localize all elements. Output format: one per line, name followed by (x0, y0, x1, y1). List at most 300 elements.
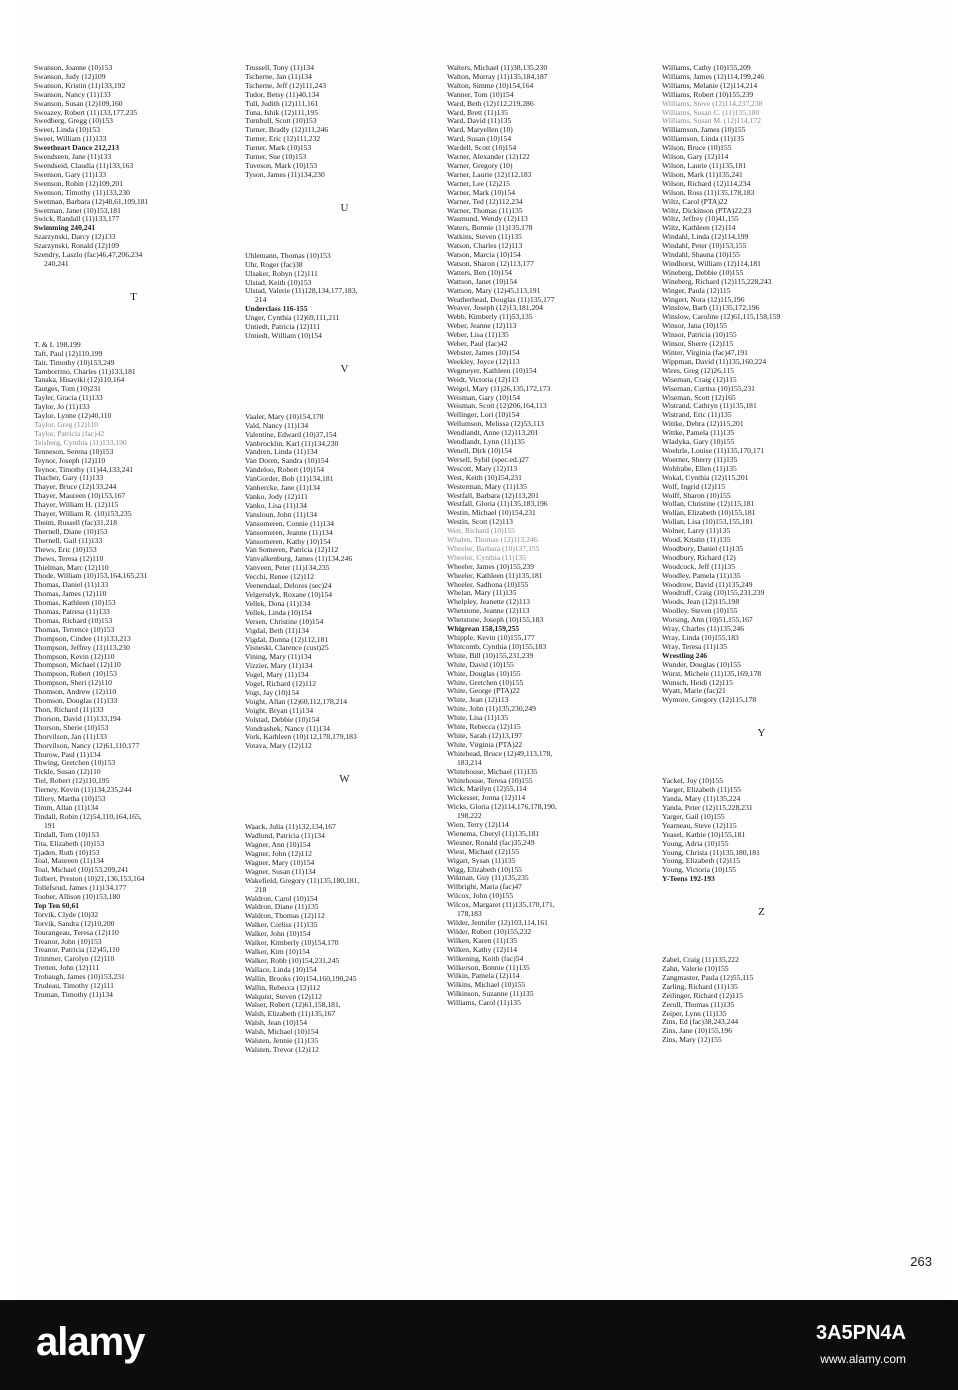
index-entry: Watters, Ben (10)154 (447, 268, 512, 277)
index-entry: 178,183 (457, 910, 482, 919)
index-entry: Thode, William (10)153,164,165,231 (34, 572, 148, 581)
index-topic-entry: Wrestling 246 (662, 651, 708, 660)
index-entry: Yanda, Mary (11)135,224 (662, 795, 741, 804)
index-entry: Thomas, James (12)110 (34, 590, 107, 599)
index-entry: Veenendaal, Delores (sec)24 (245, 582, 332, 591)
watermark-brand: alamy (36, 1320, 145, 1364)
index-topic-entry: Sweetheart Dance 212,213 (34, 144, 119, 153)
index-entry: Young, Adria (10)155 (662, 839, 729, 848)
index-entry: Thielman, Marc (12)110 (34, 563, 109, 572)
index-entry: Warner, Thomas (11)135 (447, 206, 523, 215)
index-entry: Webb, Kimberly (11)53,135 (447, 313, 533, 322)
index-entry: Wingert, Nora (12)115,196 (662, 295, 745, 304)
index-entry: Thwing, Gretchen (10)153 (34, 759, 116, 768)
section-letter: U (340, 201, 350, 214)
index-entry: Taylor, Patricia (fac)42 (34, 429, 105, 438)
index-entry: Thompson, Michael (12)110 (34, 661, 121, 670)
index-entry: Tscherne, Jan (11)134 (245, 72, 312, 81)
index-entry: Woodcock, Jeff (11)135 (662, 562, 735, 571)
index-entry: Wheeler, Barbara (10)137,155 (447, 544, 540, 553)
index-entry: Taylor, Lynne (12)40,110 (34, 412, 112, 421)
index-entry: Thayer, Bruce (12)133,244 (34, 483, 117, 492)
index-entry: Ulsaker, Robyn (12)111 (245, 269, 318, 278)
index-entry: Waack, Julia (11)132,134,167 (245, 823, 336, 832)
index-entry: Wistrand, Eric (11)135 (662, 411, 732, 420)
index-entry: Vecchi, Renee (12)112 (245, 573, 315, 582)
index-entry: Timm, Allan (11)134 (34, 803, 99, 812)
index-entry: Swendseid, Claudia (11)133,163 (34, 161, 134, 170)
index-entry: Tamborrino, Charles (11)133,181 (34, 367, 136, 376)
index-entry: Vogt, Jay (10)154 (245, 688, 300, 697)
index-entry: Watson, Marcia (10)154 (447, 251, 521, 260)
index-entry: Zins, Jane (10)155,196 (662, 1027, 733, 1036)
index-entry: Ward, Susan (10)154 (447, 135, 512, 144)
index-entry: Thews, Eric (10)153 (34, 545, 97, 554)
index-entry: Yeasel, Kathie (10)155,181 (662, 830, 746, 839)
index-entry: Wiltz, Kathleen (12)114 (662, 224, 736, 233)
index-entry: Woodley, Pamela (11)135 (662, 571, 741, 580)
index-entry: Wheeler, Kathleen (11)135,181 (447, 571, 543, 580)
index-entry: Voight, Allan (12)60,112,178,214 (245, 697, 348, 706)
index-entry: Swetman, Janet (10)153,181 (34, 206, 121, 215)
index-entry: Wheeler, James (10)155,239 (447, 562, 534, 571)
section-letter: T (130, 290, 138, 303)
watermark-site: www.alamy.com (820, 1352, 906, 1366)
index-entry: Teisberg, Cynthia (11)133,190 (34, 438, 127, 447)
index-entry: Toal, Maureen (11)134 (34, 857, 104, 866)
index-entry: Wood, Kristin (11)135 (662, 536, 731, 545)
index-entry: Tudor, Betsy (11)40,134 (245, 90, 320, 99)
index-entry: Thorvilson, Jan (11)133 (34, 732, 107, 741)
index-entry: Vanko, Lisa (11)134 (245, 501, 307, 510)
index-entry: Williamson, Linda (11)135 (662, 135, 745, 144)
index-entry: Walker, John (10)154 (245, 930, 311, 939)
index-entry: Vandren, Linda (11)134 (245, 448, 318, 457)
index-entry: Wilken, Kathy (12)114 (447, 945, 518, 954)
index-entry: Whitehead, Bruce (12)49,113,178, (447, 749, 553, 758)
index-entry: Tita, Elizabeth (10)153 (34, 839, 105, 848)
index-entry: Zeiper, Lynn (11)135 (662, 1009, 727, 1018)
index-entry: Wineberg, Debbie (10)155 (662, 268, 744, 277)
index-entry: Wenell, Dirk (10)154 (447, 446, 512, 455)
index-entry: Williams, Carol (11)135 (447, 999, 521, 1008)
index-topic-entry: Swimming 240,241 (34, 224, 96, 233)
index-entry: Zeilinger, Richard (12)115 (662, 991, 744, 1000)
index-entry: Tickle, Susan (12)110 (34, 768, 101, 777)
index-entry: Wilkins, Michael (10)155 (447, 981, 526, 990)
index-entry: Thorvilson, Nancy (12)61,110,177 (34, 741, 140, 750)
index-entry: Winger, Paula (12)115 (662, 286, 731, 295)
page-number: 263 (910, 1254, 932, 1269)
index-entry: Szarzynski, Darcy (12)133 (34, 233, 116, 242)
index-entry: Walquist, Steven (12)112 (245, 992, 322, 1001)
index-entry: White, George (PTA)22 (447, 687, 520, 696)
index-entry: Wheeler, Cynthia (11)135 (447, 553, 526, 562)
index-entry: Ward, David (11)135 (447, 117, 512, 126)
index-entry: Winslow, Caroline (12)61,115,158,159 (662, 313, 781, 322)
index-entry: West, Keith (10)154,231 (447, 473, 522, 482)
index-entry: Walsh, Jean (10)154 (245, 1019, 308, 1028)
index-entry: Watkins, Steven (11)135 (447, 233, 522, 242)
index-entry: Tait, Timothy (10)153,249 (34, 358, 115, 367)
index-entry: Wheeler, Sadhona (10)155 (447, 580, 529, 589)
index-entry: Warner, Lee (12)215 (447, 179, 510, 188)
index-entry: Weekley, Joyce (12)113 (447, 357, 520, 366)
index-entry: Trudeau, Timothy (12)111 (34, 982, 114, 991)
index-entry: Swedberg, Gregg (10)153 (34, 117, 113, 126)
index-entry: White, Jean (12)113 (447, 696, 509, 705)
index-entry: Wires, Greg (12)26,115 (662, 366, 734, 375)
index-entry: Weber, Lisa (11)135 (447, 331, 509, 340)
index-entry: Szendry, Laszlo (fac)46,47,206,234 (34, 251, 143, 260)
index-entry: Teynor, Joseph (12)110 (34, 456, 106, 465)
index-entry: Tindall, Tom (10)153 (34, 830, 100, 839)
index-entry: Vanveen, Peter (11)134,235 (245, 564, 330, 573)
index-entry: Waldron, Carol (10)154 (245, 894, 318, 903)
index-topic-entry: Y-Teens 192-193 (662, 875, 715, 884)
index-entry: Swanson, Susan (12)109,160 (34, 99, 123, 108)
index-entry: Warner, Ted (12)112,234 (447, 197, 523, 206)
index-entry: Yarger, Gail (10)155 (662, 812, 725, 821)
index-entry: Van Someren, Patricia (12)112 (245, 546, 339, 555)
index-entry: Young, Christa (11)135,180,181 (662, 848, 760, 857)
index-topic-entry: Top Ten 60,61 (34, 901, 80, 910)
index-entry: Tautges, Tom (10)231 (34, 385, 101, 394)
index-entry: Trimmer, Carolyn (12)110 (34, 955, 115, 964)
index-entry: VanGorder, Bob (11)134,181 (245, 475, 334, 484)
index-entry: Whitcomb, Cynthia (10)155,183 (447, 642, 547, 651)
index-entry: Warner, Alexander (12)122 (447, 153, 530, 162)
index-entry: Walton, Murray (11)135,184,187 (447, 72, 548, 81)
index-entry: Vansloun, John (11)134 (245, 510, 318, 519)
index-entry: Weatherhead, Douglas (11)135,177 (447, 295, 555, 304)
index-entry: Treanor, Patricia (12)45,110 (34, 946, 120, 955)
index-entry: Winslow, Barb (11)135,172,196 (662, 304, 760, 313)
index-entry: Wilder, Robert (10)155,232 (447, 927, 532, 936)
index-entry: Wersell, Sybil (spec.ed.)27 (447, 455, 529, 464)
index-entry: Thompson, Sheri (12)110 (34, 679, 112, 688)
index-entry: Zahn, Valerie (10)155 (662, 965, 729, 974)
index-entry: Williams, James (12)114,199,246 (662, 72, 765, 81)
index-entry: Wescott, Mary (12)113 (447, 464, 518, 473)
index-entry: Wattson, Janet (10)154 (447, 277, 518, 286)
index-entry: Tollefsrud, James (11)134,177 (34, 884, 127, 893)
index-entry: Waters, Bonnie (11)135,178 (447, 224, 533, 233)
index-entry: Webster, James (10)154 (447, 349, 520, 357)
index-entry: Wiesner, Ronald (fac)35,249 (447, 838, 535, 847)
index-entry: Wellumson, Melissa (12)53,113 (447, 420, 544, 429)
index-entry: Weisman, Scott (12)206,164,113 (447, 402, 547, 411)
index-entry: Voight, Bryan (11)134 (245, 706, 314, 715)
index-entry: Woods, Jean (12)115,198 (662, 598, 740, 607)
index-entry: Walker, Kimberly (10)154,170 (245, 939, 339, 948)
index-entry: Swanson, Kristin (11)133,192 (34, 81, 126, 90)
section-letter: Y (757, 727, 767, 740)
index-entry: Truman, Timothy (11)134 (34, 991, 113, 999)
index-entry: Weigel, Mary (11)26,135,172,173 (447, 384, 551, 393)
index-entry: Waldron, Thomas (12)112 (245, 912, 325, 921)
index-entry: Uhr, Roger (fac)38 (245, 260, 303, 269)
index-column-1 (34, 64, 234, 1000)
index-entry: Vellek, Dona (11)134 (245, 599, 311, 608)
index-entry: Zerull, Thomas (11)135 (662, 1000, 735, 1009)
index-entry: Windahl, Peter (10)153,155 (662, 242, 747, 251)
index-entry: Trussell, Tony (11)134 (245, 64, 315, 72)
index-entry: Williams, Steve (12)114,237,238 (662, 99, 763, 108)
index-entry: Wyatt, Marie (fac)21 (662, 687, 726, 696)
index-column-2 (245, 64, 445, 1055)
index-entry: Williams, Melanie (12)114,214 (662, 81, 758, 90)
index-entry: Wokal, Cynthia (12)115,201 (662, 473, 749, 482)
index-entry: Westfall, Barbara (12)113,201 (447, 491, 539, 500)
index-entry: Walsh, Elizabeth (11)135,167 (245, 1010, 336, 1019)
index-entry: Velgersdyk, Roxane (10)154 (245, 590, 333, 599)
index-entry: Wienema, Cheryl (11)135,181 (447, 829, 540, 838)
index-entry: Warner, Mark (10)154 (447, 188, 516, 197)
index-entry: Wollan, Christine (12)115,181 (662, 500, 755, 509)
index-entry: Windhorst, William (12)114,181 (662, 259, 761, 268)
index-entry: Vining, Mary (11)134 (245, 653, 312, 662)
index-entry: Walters, Michael (11)38,135,230 (447, 64, 548, 72)
index-entry: Sweet, William (11)133 (34, 135, 107, 144)
index-entry: Thurow, Paul (11)134 (34, 750, 101, 759)
index-entry: Wippman, David (11)135,160,224 (662, 357, 767, 366)
index-entry: Wymore, Gregory (12)115,178 (662, 696, 757, 705)
index-entry: Woodbury, Daniel (11)135 (662, 544, 744, 553)
index-entry: Turner, Mark (10)153 (245, 144, 312, 153)
index-entry: Wegmeyer, Kathleen (10)154 (447, 366, 537, 375)
index-entry: Swick, Randall (11)133,177 (34, 215, 120, 224)
index-entry: Walton, Simme (10)154,164 (447, 81, 534, 90)
index-entry: Watson, Sharon (12)113,177 (447, 259, 534, 268)
index-entry: Vanbrocklin, Karl (11)134,230 (245, 439, 339, 448)
index-entry: Thompson, Cindee (11)133,213 (34, 634, 131, 643)
index-entry: Wilson, Mark (11)135,241 (662, 170, 743, 179)
index-entry: Wray, Charles (11)135,246 (662, 625, 745, 634)
index-entry: Sweazey, Robert (11)133,177,235 (34, 108, 138, 117)
index-entry: Thayer, William R. (10)153,235 (34, 510, 132, 519)
index-entry: Thompson, Jeffrey (11)113,230 (34, 643, 130, 652)
index-entry: Westerman, Mary (11)135 (447, 482, 527, 491)
index-entry: Swanson, Joanne (10)153 (34, 64, 113, 72)
index-entry: Valentine, Edward (10)37,154 (245, 430, 337, 439)
index-entry: Thompson, Kevin (12)110 (34, 652, 115, 661)
index-entry: Williams, Robert (10)155,239 (662, 90, 754, 99)
index-entry: Toober, Allison (10)153,180 (34, 893, 121, 902)
index-entry: Zins, Mary (12)155 (662, 1036, 722, 1045)
index-entry: Woodrow, David (11)135,249 (662, 580, 753, 589)
index-entry: Teynor, Timothy (11)44,133,241 (34, 465, 134, 474)
index-entry: Vondrashek, Nancy (11)134 (245, 724, 330, 733)
index-entry: Wilder, Jennifer (12)103,114,161 (447, 919, 548, 927)
index-entry: White, Virginia (PTA)22 (447, 740, 523, 749)
index-entry: Winter, Virginia (fac)47,191 (662, 349, 748, 357)
index-entry: 191 (44, 821, 56, 830)
index-entry: Thorson, Sherie (10)153 (34, 723, 109, 732)
index-entry: Torvik, Sandra (12)10,200 (34, 919, 115, 928)
index-entry: Thayer, Maureen (10)153,167 (34, 492, 126, 501)
index-entry: Wilkening, Keith (fac)54 (447, 954, 524, 963)
index-entry: Tourangeau, Teresa (12)110 (34, 928, 119, 937)
index-entry: Wilkerson, Bonnie (11)135 (447, 963, 530, 972)
index-entry: Thomas, Kathleen (10)153 (34, 599, 116, 608)
index-entry: Thompson, Robert (10)153 (34, 670, 117, 679)
index-entry: White, Bill (10)155,231,239 (447, 651, 534, 660)
index-entry: Young, Victoria (10)155 (662, 866, 736, 875)
index-entry: Weisman, Gary (10)154 (447, 393, 520, 402)
index-entry: Wistrand, Cathryn (11)135,181 (662, 402, 757, 411)
index-entry: Wilson, Ross (11)135,178,183 (662, 188, 755, 197)
index-entry: Walker, Corliss (11)135 (245, 921, 318, 930)
index-entry: Wilken, Karen (11)135 (447, 936, 518, 945)
index-entry: Windahl, Linda (12)114,199 (662, 233, 749, 242)
index-entry: Zangmaster, Paula (12)55,115 (662, 973, 754, 982)
index-entry: White, John (11)135,230,249 (447, 705, 536, 714)
index-entry: Ulstad, Valerie (11)128,134,177,183, (245, 287, 358, 296)
index-entry: Tillery, Martha (10)153 (34, 795, 106, 804)
index-entry: Untiedt, Patricia (12)111 (245, 323, 321, 332)
index-entry: Wilcox, Margaret (11)135,170,171, (447, 901, 555, 910)
index-entry: Walsh, Michael (10)154 (245, 1028, 319, 1037)
index-entry: Torvik, Clyde (10)32 (34, 910, 99, 919)
index-entry: Unger, Cynthia (12)69,111,211 (245, 314, 340, 323)
index-entry: Thernell, Gail (11)133 (34, 536, 103, 545)
index-entry: Vandeloo, Robert (10)154 (245, 466, 325, 475)
index-entry: Yanda, Peter (12)115,228,231 (662, 803, 753, 812)
index-entry: Turner, Eric (12)111,232 (245, 135, 321, 144)
index-entry: Tindall, Robin (12)54,110,164,165, (34, 812, 142, 821)
index-entry: Tanaka, Hisaviki (12)110,164 (34, 376, 125, 385)
index-entry: Wolff, Sharon (10)155 (662, 491, 731, 500)
index-entry: Woodruff, Craig (10)155,231,239 (662, 589, 765, 598)
index-entry: Williamson, James (10)155 (662, 126, 746, 135)
index-entry: Vansomeren, Jeanne (11)134 (245, 528, 333, 537)
index-entry: Wiseman, Craig (12)115 (662, 375, 737, 384)
index-entry: Turnbull, Scott (10)153 (245, 117, 317, 126)
index-entry: Williams, Susan M. (12)114,172 (662, 117, 761, 126)
index-entry: Vogel, Richard (12)112 (245, 680, 317, 689)
index-entry: Walsten, Trevor (12)112 (245, 1045, 319, 1054)
index-entry: Vogel, Mary (11)134 (245, 671, 309, 680)
index-entry: Winsor, Sherre (12)115 (662, 340, 734, 349)
index-entry: Yearneau, Steve (12)115 (662, 821, 737, 830)
index-entry: Tolbert, Preston (10)21,136,153,164 (34, 875, 145, 884)
index-entry: Thomson, Andrew (12)110 (34, 688, 117, 697)
index-entry: Trobaugh, James (10)153,231 (34, 973, 125, 982)
index-entry: Thomas, Terrence (10)153 (34, 625, 115, 634)
index-entry: Wohlrabe, Ellen (11)135 (662, 464, 737, 473)
index-entry: Thomas, Daniel (11)133 (34, 581, 109, 590)
index-entry: Sweet, Linda (10)153 (34, 126, 101, 135)
index-entry: Swendseen, Jane (11)133 (34, 153, 112, 162)
index-entry: Wiseman, Scott (12)165 (662, 393, 736, 402)
index-entry: Versen, Christine (10)154 (245, 617, 324, 626)
index-entry: Votava, Mary (12)112 (245, 742, 312, 751)
section-letter: V (340, 362, 350, 375)
watermark-image-code: 3A5PN4A (815, 1322, 906, 1344)
index-entry: Vald, Nancy (11)134 (245, 421, 309, 430)
index-entry: Weber, Jeanne (12)113 (447, 322, 517, 331)
index-entry: Wilcox, John (10)155 (447, 892, 514, 901)
index-entry: Westin, Scott (12)113 (447, 518, 513, 527)
index-entry: Tyson, James (11)134,230 (245, 170, 325, 179)
index-entry: Yaeger, Elizabeth (11)155 (662, 786, 741, 795)
index-entry: Ward, Brett (11)135 (447, 108, 508, 117)
index-entry: Winsor, Patricia (10)155 (662, 331, 737, 340)
index-entry: Wray, Teresa (11)135 (662, 642, 728, 651)
index-entry: Wick, Marilyn (12)55,114 (447, 785, 527, 794)
index-entry: Walsten, Jennie (11)135 (245, 1037, 319, 1046)
index-column-3 (447, 64, 647, 1008)
index-entry: Wiltz, Carol (PTA)22 (662, 197, 728, 206)
index-entry: Wattson, Mary (12)45,113,191 (447, 286, 541, 295)
index-entry: Woehrle, Louise (11)135,170,171 (662, 446, 765, 455)
index-entry: Wollan, Lisa (10)153,155,181 (662, 518, 754, 527)
index-entry: Ulstad, Keith (10)153 (245, 278, 312, 287)
index-entry: Yackel, Joy (10)155 (662, 777, 724, 786)
index-entry: Wladyka, Gary (10)155 (662, 438, 735, 447)
index-entry: Wiltz, Jeffrey (10)41,155 (662, 215, 739, 224)
index-entry: Turner, Bradly (12)111,246 (245, 126, 329, 135)
index-entry: Worsing, Ann (10)51,155,167 (662, 616, 753, 625)
index-entry: Toal, Michael (10)153,209,241 (34, 866, 129, 875)
index-entry: Walker, Robb (10)154,231,245 (245, 956, 340, 965)
index-entry: Winsor, Jana (10)155 (662, 322, 727, 331)
index-entry: Wray, Linda (10)155,183 (662, 634, 739, 642)
index-entry: Taylor, Greg (12)110 (34, 421, 99, 429)
index-entry: White, Lisa (11)135 (447, 714, 509, 723)
index-entry: Vanko, Jody (12)111 (245, 493, 308, 501)
index-entry: Uhlemann, Thomas (10)153 (245, 251, 331, 260)
index-entry: Thomson, Douglas (11)133 (34, 697, 118, 706)
index-entry: Weber, Paul (fac)42 (447, 340, 508, 349)
index-entry: Wilkin, Pamela (12)114 (447, 972, 520, 981)
index-entry: Tuveson, Mark (10)153 (245, 161, 318, 170)
index-entry: Tuna, Ishik (12)111,195 (245, 108, 318, 117)
index-entry: Wagner, John (12)112 (245, 850, 312, 858)
index-entry: Williams, Susan C. (11)135,180 (662, 108, 760, 117)
index-entry: Wakefield, Gregory (11)135,180,181, (245, 876, 360, 885)
index-entry: Whitehouse, Teresa (10)155 (447, 776, 533, 785)
index-entry: Wittke, Pamela (11)135 (662, 429, 735, 438)
index-entry: Wiltz, Dickinson (PTA)22,23 (662, 206, 752, 215)
index-entry: Wiest, Michael (12)155 (447, 847, 520, 856)
index-entry: Thacher, Gary (11)133 (34, 474, 104, 483)
index-entry: Thon, Richard (11)133 (34, 706, 104, 714)
index-entry: Thews, Teresa (12)110 (34, 554, 104, 563)
index-entry: Walser, Robert (12)61,158,181, (245, 1001, 341, 1010)
index-entry: 240,241 (44, 259, 69, 268)
index-entry: Zins, Ed (fac)38,243,244 (662, 1018, 739, 1027)
index-entry: Thomas, Richard (10)153 (34, 616, 113, 625)
index-entry: Wunsch, Heidi (12)115 (662, 678, 733, 687)
index-column-4 (662, 64, 862, 1045)
index-entry: Zarling, Richard (11)135 (662, 982, 738, 991)
index-entry: Wigg, Elizabeth (10)155 (447, 865, 522, 874)
index-entry: Tenneson, Serena (10)153 (34, 447, 114, 456)
index-entry: Wicks, Gloria (12)114,176,178,190, (447, 803, 557, 812)
index-entry: Wittke, Debra (12)115,201 (662, 420, 744, 429)
index-entry: Tiel, Robert (12)110,195 (34, 777, 110, 786)
index-entry: Wiseman, Curtiss (10)155,231 (662, 384, 755, 393)
index-entry: Woolley, Steven (10)155 (662, 607, 738, 616)
index-entry: Wurst, Michele (11)135,169,178 (662, 669, 762, 678)
index-entry: Wollan, Elizabeth (10)155,181 (662, 509, 756, 518)
index-entry: Taylor, Jo (11)133 (34, 403, 90, 412)
index-entry: Wigart, Sysan (11)135 (447, 856, 516, 865)
index-entry: Whelan, Mary (11)135 (447, 589, 517, 598)
index-entry: Weidt, Victoria (12)113 (447, 375, 519, 384)
